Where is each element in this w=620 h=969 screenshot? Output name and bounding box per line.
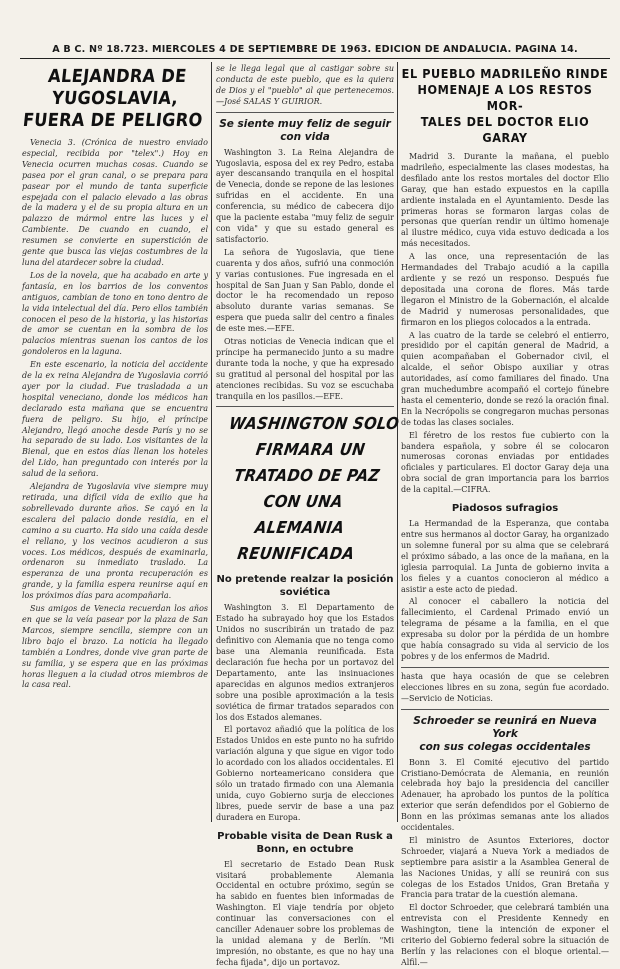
column-2 xyxy=(216,64,401,967)
article-paragraph: En este escenario, la noticia del accidente de la ex reina Alejandra de Yugoslavia corrió ayer por la ciudad. Fue trasladada a un hospital veneciano, donde los médicos han declarado esta mañana que se encuentra fuera de peligro. Su hijo, el príncipe Alejandro, llegó anoche desde París y no se ha separado de su lado. Los visitantes de la Bienal, que en estos días llenan los hoteles del Lido, han preguntado con interés por la salud de la señora. xyxy=(22,360,208,479)
subheadline-posicion: No pretende realzar la posición soviética xyxy=(216,574,394,599)
article-paragraph: Bonn 3. El Comité ejecutivo del partido Cristiano-Demócrata de Alemania, en reunión celebrada hoy bajo la presidencia del canciller Adenauer, ha aprobado los puntos de la política exterior que serán defendidos por el Gobierno de Bonn en las próximas semanas ante los aliados occidentales. xyxy=(401,757,609,833)
article-paragraph: Madrid 3. Durante la mañana, el pueblo madrileño, especialmente las clases modestas, ha desfilado ante los restos mortales del doctor Elio Garay, que han estado expuestos en la capilla ardiente instalada en el Ayuntamiento. Desde las primeras horas se formaron largas colas de personas que querían rendir un último homenaje al ilustre médico, cuya vida estuvo dedicada a los más necesitados. xyxy=(401,152,609,249)
subheadline-sufragios: Piadosos sufragios xyxy=(451,503,559,515)
page-header: A B C. Nº 18.723. MIERCOLES 4 DE SEPTIEMBRE DE 1963. EDICION DE ANDALUCIA. PAGINA 14. xyxy=(52,44,578,55)
article-paragraph: Sus amigos de Venecia recuerdan los años en que se la veía pasear por la plaza de San Marcos, siempre sencilla, siempre con un libro bajo el brazo. La noticia ha llegado también a Londres, donde vive gran parte de su familia, y se espera que en las próximas horas lleguen a la ciudad otros miembros de la casa real. xyxy=(22,604,208,690)
subheadline-schroeder: Schroeder se reunirá en Nueva York con sus colegas occidentales xyxy=(413,714,597,753)
headline-washington: WASHINGTON SOLO FIRMARA UN TRATADO DE PAZ CON UNA ALEMANIA REUNIFICADA xyxy=(227,414,401,564)
article-tail: hasta que haya ocasión de que se celebren elecciones libres en su zona, según fue acordado.—Servicio de Noticias. xyxy=(401,671,609,703)
subheadline-feliz: Se siente muy feliz de seguir con vida xyxy=(219,117,391,143)
article-tail: se le llega legal que al castigar sobre su conducta de este pueblo, que es la quiera de Dios y el "pueblo" al que pertenecemos.—José SALAS Y GUIRIOR. xyxy=(216,64,394,106)
article-paragraph: Los de la novela, que ha acabado en arte y fantasía, en los barrios de los conventos antiguos, cambian de tono en tono dentro de la vida intelectual del día. Pero ellos también conocen el peso de la historia, y las historias de amor se cuentan en la sombra de los palacios mientras suenan los cantos de los gondoleros en la laguna. xyxy=(22,270,208,357)
article-paragraph: El secretario de Estado Dean Rusk visitará probablemente Alemania Occidental en octubre próximo, según se ha sabido en fuentes bien informadas de Washington. El viaje tendría por objeto continuar las conversaciones con el canciller Adenauer sobre los problemas de la unidad alemana y de Berlín. "Mi impresión, no obstante, es que no hay una fecha fijada", dijo un portavoz. xyxy=(216,859,394,967)
article-paragraph: A las cuatro de la tarde se celebró el entierro, presidido por el capitán general de Madrid, a quien acompañaban el Gobernador civil, el alcalde, el señor Obispo auxiliar y otras autoridades, así como familiares del finado. Una gran muchedumbre acompañó el cortejo fúnebre hasta el cementerio, donde se rezó la oración final. En la Necrópolis se congregaron muchas personas de todas las clases sociales. xyxy=(401,330,609,427)
article-paragraph: El portavoz añadió que la política de los Estados Unidos en este punto no ha sufrido variación alguna y que sigue en vigor todo lo acordado con los aliados occidentales. El Gobierno norteamericano considera que sólo un tratado firmado con una Alemania unida, cuyo Gobierno surja de elecciones libres, puede servir de base a una paz duradera en Europa. xyxy=(216,725,394,822)
article-paragraph: Alejandra de Yugoslavia vive siempre muy retirada, una difícil vida de exilio que ha sobrellevado durante años. Se cayó en la escalera del palacio donde residía, en el camino a su cuarto. Ha sido una caída desde el rellano, y los vecinos acudieron a sus voces. Los médicos, después de examinarla, ordenaron su inmediato traslado. La esperanza de una pronta recuperación es grande, y la familia espera reunirse aquí en los próximos días para acompañarla. xyxy=(22,482,208,601)
divider xyxy=(216,112,394,113)
article-paragraph: A las once, una representación de las Hermandades del Trabajo acudió a la capilla ardiente y se rezó un responso. Después fue depositada una corona de flores. Más tarde llegaron el Ministro de la Gobernación, el alcalde de Madrid y numerosas personalidades, que firmaron en los pliegos colocados a la entrada. xyxy=(401,252,609,327)
article-paragraph: El doctor Schroeder, que celebrará también una entrevista con el Presidente Kennedy en Washington, tiene la intención de exponer el criterio del Gobierno federal sobre la situación de Berlín y las relaciones con el bloque oriental.—Alfil.— xyxy=(401,903,609,967)
article-paragraph: Venecia 3. (Crónica de nuestro enviado especial, recibida por "telex".) Hoy en Venecia ocurren muchas cosas. Cuando se pasea por el gran canal, o se prepara para pasear por el mundo de tanta superficie espejada con el palacio elevado a las obras de la madera y el de su propia altura en un palazzo de mármol entre las luces y el Cambiente. De cuando en cuando, el resumen se convierte en superstición de gente que busca las viejas costumbres de la luna del atardecer sobre la ciudad. xyxy=(22,138,208,267)
article-paragraph: Al conocer el caballero la noticia del fallecimiento, el Cardenal Primado envió un telegrama de pésame a la familia, en el que expresaba su dolor por la pérdida de un hombre que había consagrado su vida al servicio de los pobres y de los enfermos de Madrid. xyxy=(401,597,609,661)
headline-garay: EL PUEBLO MADRILEÑO RINDE HOMENAJE A LOS RESTOS MOR- TALES DEL DOCTOR ELIO GARAY xyxy=(401,66,609,145)
column-1 xyxy=(22,64,208,824)
divider xyxy=(216,406,394,407)
article-paragraph: Washington 3. La Reina Alejandra de Yugoslavia, esposa del ex rey Pedro, estaba ayer descansando tranquila en el hospital de Venecia, donde se repone de las lesiones sufridas en el accidente. En una conferencia, su médico de cabecera dijo que la paciente estaba "muy feliz de seguir con vida" y que su estado general es satisfactorio. xyxy=(216,147,394,244)
article-paragraph: La Hermandad de la Esperanza, que contaba entre sus hermanos al doctor Garay, ha organizado un solemne funeral por su alma que se celebrará el próximo sábado, a las once de la mañana, en la iglesia parroquial. La Junta de gobierno invita a los fieles y a cuantos conocieron al médico a asistir a este acto de piedad. xyxy=(401,519,609,594)
article-paragraph: El ministro de Asuntos Exteriores, doctor Schroeder, viajará a Nueva York a mediados de septiembre para asistir a la Asamblea General de las Naciones Unidas, y allí se reunirá con sus colegas de los Estados Unidos, Gran Bretaña y Francia para tratar de la cuestión alemana. xyxy=(401,835,609,900)
subheadline-rusk: Probable visita de Dean Rusk a Bonn, en octubre xyxy=(217,830,393,855)
column-3 xyxy=(401,64,609,967)
column-divider-1 xyxy=(211,62,212,822)
article-paragraph: La señora de Yugoslavia, que tiene cuarenta y dos años, sufrió una conmoción y varias contusiones. Fue ingresada en el hospital de San Juan y San Pablo, donde el doctor le ha recomendado un reposo absoluto durante varias semanas. Se espera que pueda salir del centro a finales de este mes.—EFE. xyxy=(216,247,394,334)
article-paragraph: Washington 3. El Departamento de Estado ha subrayado hoy que los Estados Unidos no suscribirán un tratado de paz definitivo con Alemania que no tenga como base una Alemania reunificada. Esta declaración fue hecha por un portavoz del Departamento, ante las insinuaciones aparecidas en algunos medios extranjeros sobre una posible aproximación a la tesis soviética de firmar tratados separados con los dos Estados alemanes. xyxy=(216,603,394,722)
article-paragraph: El féretro de los restos fue cubierto con la bandera española, y sobre él se colocaron numerosas coronas enviadas por entidades oficiales y particulares. El doctor Garay deja una obra social de gran importancia para los barrios de la capital.—CIFRA. xyxy=(401,430,609,495)
headline-alejandra: ALEJANDRA DE YUGOSLAVIA, FUERA DE PELIGRO xyxy=(21,66,204,131)
header-rule xyxy=(20,58,610,59)
divider xyxy=(401,667,609,668)
divider xyxy=(401,709,609,710)
article-paragraph: Otras noticias de Venecia indican que el príncipe ha permanecido junto a su madre durante toda la noche, y que ha expresado su gratitud al personal del hospital por las atenciones recibidas. Su voz se escuchaba tranquila en los pasillos.—EFE. xyxy=(216,337,394,401)
